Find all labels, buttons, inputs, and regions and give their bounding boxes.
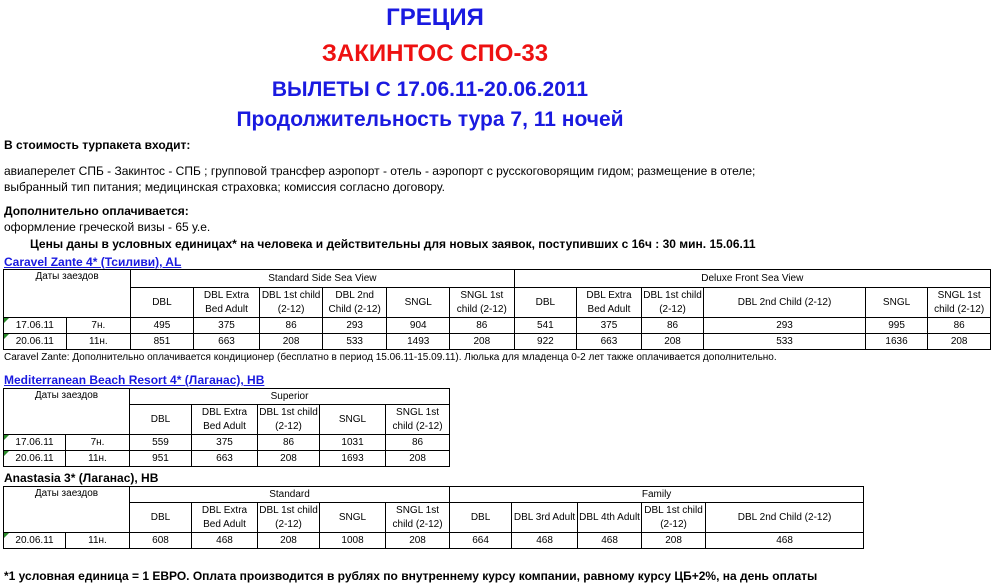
price-cell: 533 xyxy=(322,334,387,350)
includes-line-1: авиаперелет СПБ - Закинтос - СПБ ; групповой трансфер аэропорт - отель - аэропорт с русскоговорящим гидом; размещение в отеле; xyxy=(4,164,756,178)
price-cell: 208 xyxy=(641,334,704,350)
price-cell: 293 xyxy=(322,318,387,334)
nights: 11н. xyxy=(66,334,131,350)
nights: 7н. xyxy=(66,435,130,451)
column-header: DBL xyxy=(450,503,512,533)
program-title: ЗАКИНТОС СПО-33 xyxy=(321,40,549,67)
column-header: SNGL xyxy=(320,503,386,533)
column-header: DBL xyxy=(130,405,192,435)
column-header: SNGL 1st child (2-12) xyxy=(450,288,515,318)
price-cell: 995 xyxy=(865,318,928,334)
column-header: DBL Extra Bed Adult xyxy=(192,503,258,533)
price-cell: 375 xyxy=(193,318,260,334)
column-header: DBL 1st child (2-12) xyxy=(260,288,323,318)
column-header: DBL 1st child (2-12) xyxy=(258,405,320,435)
departures-title: ВЫЛЕТЫ С 17.06.11-20.06.2011 xyxy=(271,78,589,101)
hotel-1-price-table xyxy=(3,269,991,350)
hotel-3-price-table xyxy=(3,486,864,549)
price-cell: 663 xyxy=(192,451,258,467)
table-row xyxy=(4,533,864,549)
price-cell: 1636 xyxy=(865,334,928,350)
price-cell: 541 xyxy=(514,318,577,334)
includes-title: В стоимость турпакета входит: xyxy=(4,138,191,152)
room-header-standard-side: Standard Side Sea View xyxy=(131,270,514,288)
table-row xyxy=(4,451,450,467)
price-cell: 851 xyxy=(131,334,194,350)
price-cell: 86 xyxy=(260,318,323,334)
column-header: DBL 4th Adult xyxy=(578,503,642,533)
column-header: DBL 1st child (2-12) xyxy=(641,288,704,318)
price-cell: 208 xyxy=(642,533,706,549)
extra-title: Дополнительно оплачивается: xyxy=(4,204,189,218)
price-cell: 1031 xyxy=(320,435,386,451)
hotel-1-link[interactable]: Caravel Zante 4* (Тсиливи), AL xyxy=(4,255,182,269)
price-cell: 86 xyxy=(641,318,704,334)
checkin-date: 17.06.11 xyxy=(4,318,67,334)
price-cell: 608 xyxy=(130,533,192,549)
room-header-standard: Standard xyxy=(130,487,450,503)
hotel-2-price-table xyxy=(3,388,450,467)
column-header: DBL 2nd Child (2-12) xyxy=(706,503,864,533)
duration-title: Продолжительность тура 7, 11 ночей xyxy=(236,108,624,131)
price-cell: 208 xyxy=(258,533,320,549)
price-cell: 904 xyxy=(387,318,450,334)
column-header: DBL 3rd Adult xyxy=(512,503,578,533)
price-cell: 663 xyxy=(193,334,260,350)
column-header: DBL xyxy=(131,288,194,318)
room-header-deluxe-front: Deluxe Front Sea View xyxy=(514,270,990,288)
dates-header: Даты заездов xyxy=(4,487,130,503)
column-header: DBL 2nd Child (2-12) xyxy=(322,288,387,318)
column-header: SNGL 1st child (2-12) xyxy=(386,503,450,533)
column-header: DBL 1st child (2-12) xyxy=(642,503,706,533)
price-cell: 208 xyxy=(258,451,320,467)
column-header: DBL Extra Bed Adult xyxy=(193,288,260,318)
column-header: SNGL 1st child (2-12) xyxy=(928,288,991,318)
price-cell: 375 xyxy=(577,318,642,334)
price-cell: 468 xyxy=(578,533,642,549)
checkin-date: 20.06.11 xyxy=(4,334,67,350)
dates-header: Даты заездов xyxy=(4,389,130,405)
price-cell: 293 xyxy=(704,318,865,334)
includes-line-2: выбранный тип питания; медицинская страховка; комиссия согласно договору. xyxy=(4,180,445,194)
footer-note: *1 условная единица = 1 ЕВРО. Оплата производится в рублях по внутреннему курсу компании, равному курсу ЦБ+2%, на день оплаты xyxy=(4,569,818,583)
price-cell: 1008 xyxy=(320,533,386,549)
price-cell: 922 xyxy=(514,334,577,350)
column-header-row xyxy=(4,288,991,318)
price-cell: 208 xyxy=(386,533,450,549)
column-header: SNGL xyxy=(320,405,386,435)
table-row xyxy=(4,318,991,334)
price-cell: 375 xyxy=(192,435,258,451)
checkin-date: 17.06.11 xyxy=(4,435,66,451)
nights: 11н. xyxy=(66,451,130,467)
column-header-row xyxy=(4,405,450,435)
column-header: DBL 2nd Child (2-12) xyxy=(704,288,865,318)
column-header: SNGL xyxy=(387,288,450,318)
price-cell: 559 xyxy=(130,435,192,451)
table-row xyxy=(4,334,991,350)
checkin-date: 20.06.11 xyxy=(4,451,66,467)
column-header: DBL Extra Bed Adult xyxy=(577,288,642,318)
price-cell: 208 xyxy=(928,334,991,350)
column-header: SNGL xyxy=(865,288,928,318)
price-cell: 664 xyxy=(450,533,512,549)
price-cell: 468 xyxy=(512,533,578,549)
column-header-row xyxy=(4,503,864,533)
price-cell: 1493 xyxy=(387,334,450,350)
price-cell: 208 xyxy=(260,334,323,350)
price-cell: 86 xyxy=(928,318,991,334)
nights: 7н. xyxy=(66,318,131,334)
price-cell: 86 xyxy=(450,318,515,334)
dates-header: Даты заездов xyxy=(4,270,131,288)
prices-note: Цены даны в условных единицах* на человека и действительны для новых заявок, поступивших с 16ч : 30 мин. 15.06.11 xyxy=(30,237,756,251)
column-header: DBL 1st child (2-12) xyxy=(258,503,320,533)
room-header-family: Family xyxy=(450,487,864,503)
checkin-date: 20.06.11 xyxy=(4,533,66,549)
price-cell: 208 xyxy=(386,451,450,467)
extra-line-1: оформление греческой визы - 65 у.е. xyxy=(4,220,211,234)
price-cell: 951 xyxy=(130,451,192,467)
price-cell: 1693 xyxy=(320,451,386,467)
hotel-2-link[interactable]: Mediterranean Beach Resort 4* (Лаганас), HB xyxy=(4,373,265,387)
country-title: ГРЕЦИЯ xyxy=(386,4,484,31)
hotel-1-note: Caravel Zante: Дополнительно оплачивается кондиционер (бесплатно в период 15.06.11-15.09.11). Люлька для младенца 0-2 лет также оплачивается дополнительно. xyxy=(4,352,777,363)
room-header-superior: Superior xyxy=(130,389,450,405)
price-cell: 468 xyxy=(192,533,258,549)
price-cell: 533 xyxy=(704,334,865,350)
column-header: SNGL 1st child (2-12) xyxy=(386,405,450,435)
nights: 11н. xyxy=(66,533,130,549)
price-cell: 663 xyxy=(577,334,642,350)
price-cell: 86 xyxy=(386,435,450,451)
column-header: DBL xyxy=(514,288,577,318)
price-cell: 468 xyxy=(706,533,864,549)
column-header: DBL Extra Bed Adult xyxy=(192,405,258,435)
price-cell: 495 xyxy=(131,318,194,334)
price-cell: 208 xyxy=(450,334,515,350)
price-cell: 86 xyxy=(258,435,320,451)
table-row xyxy=(4,435,450,451)
column-header: DBL xyxy=(130,503,192,533)
hotel-3-name: Anastasia 3* (Лаганас), HB xyxy=(4,471,159,485)
